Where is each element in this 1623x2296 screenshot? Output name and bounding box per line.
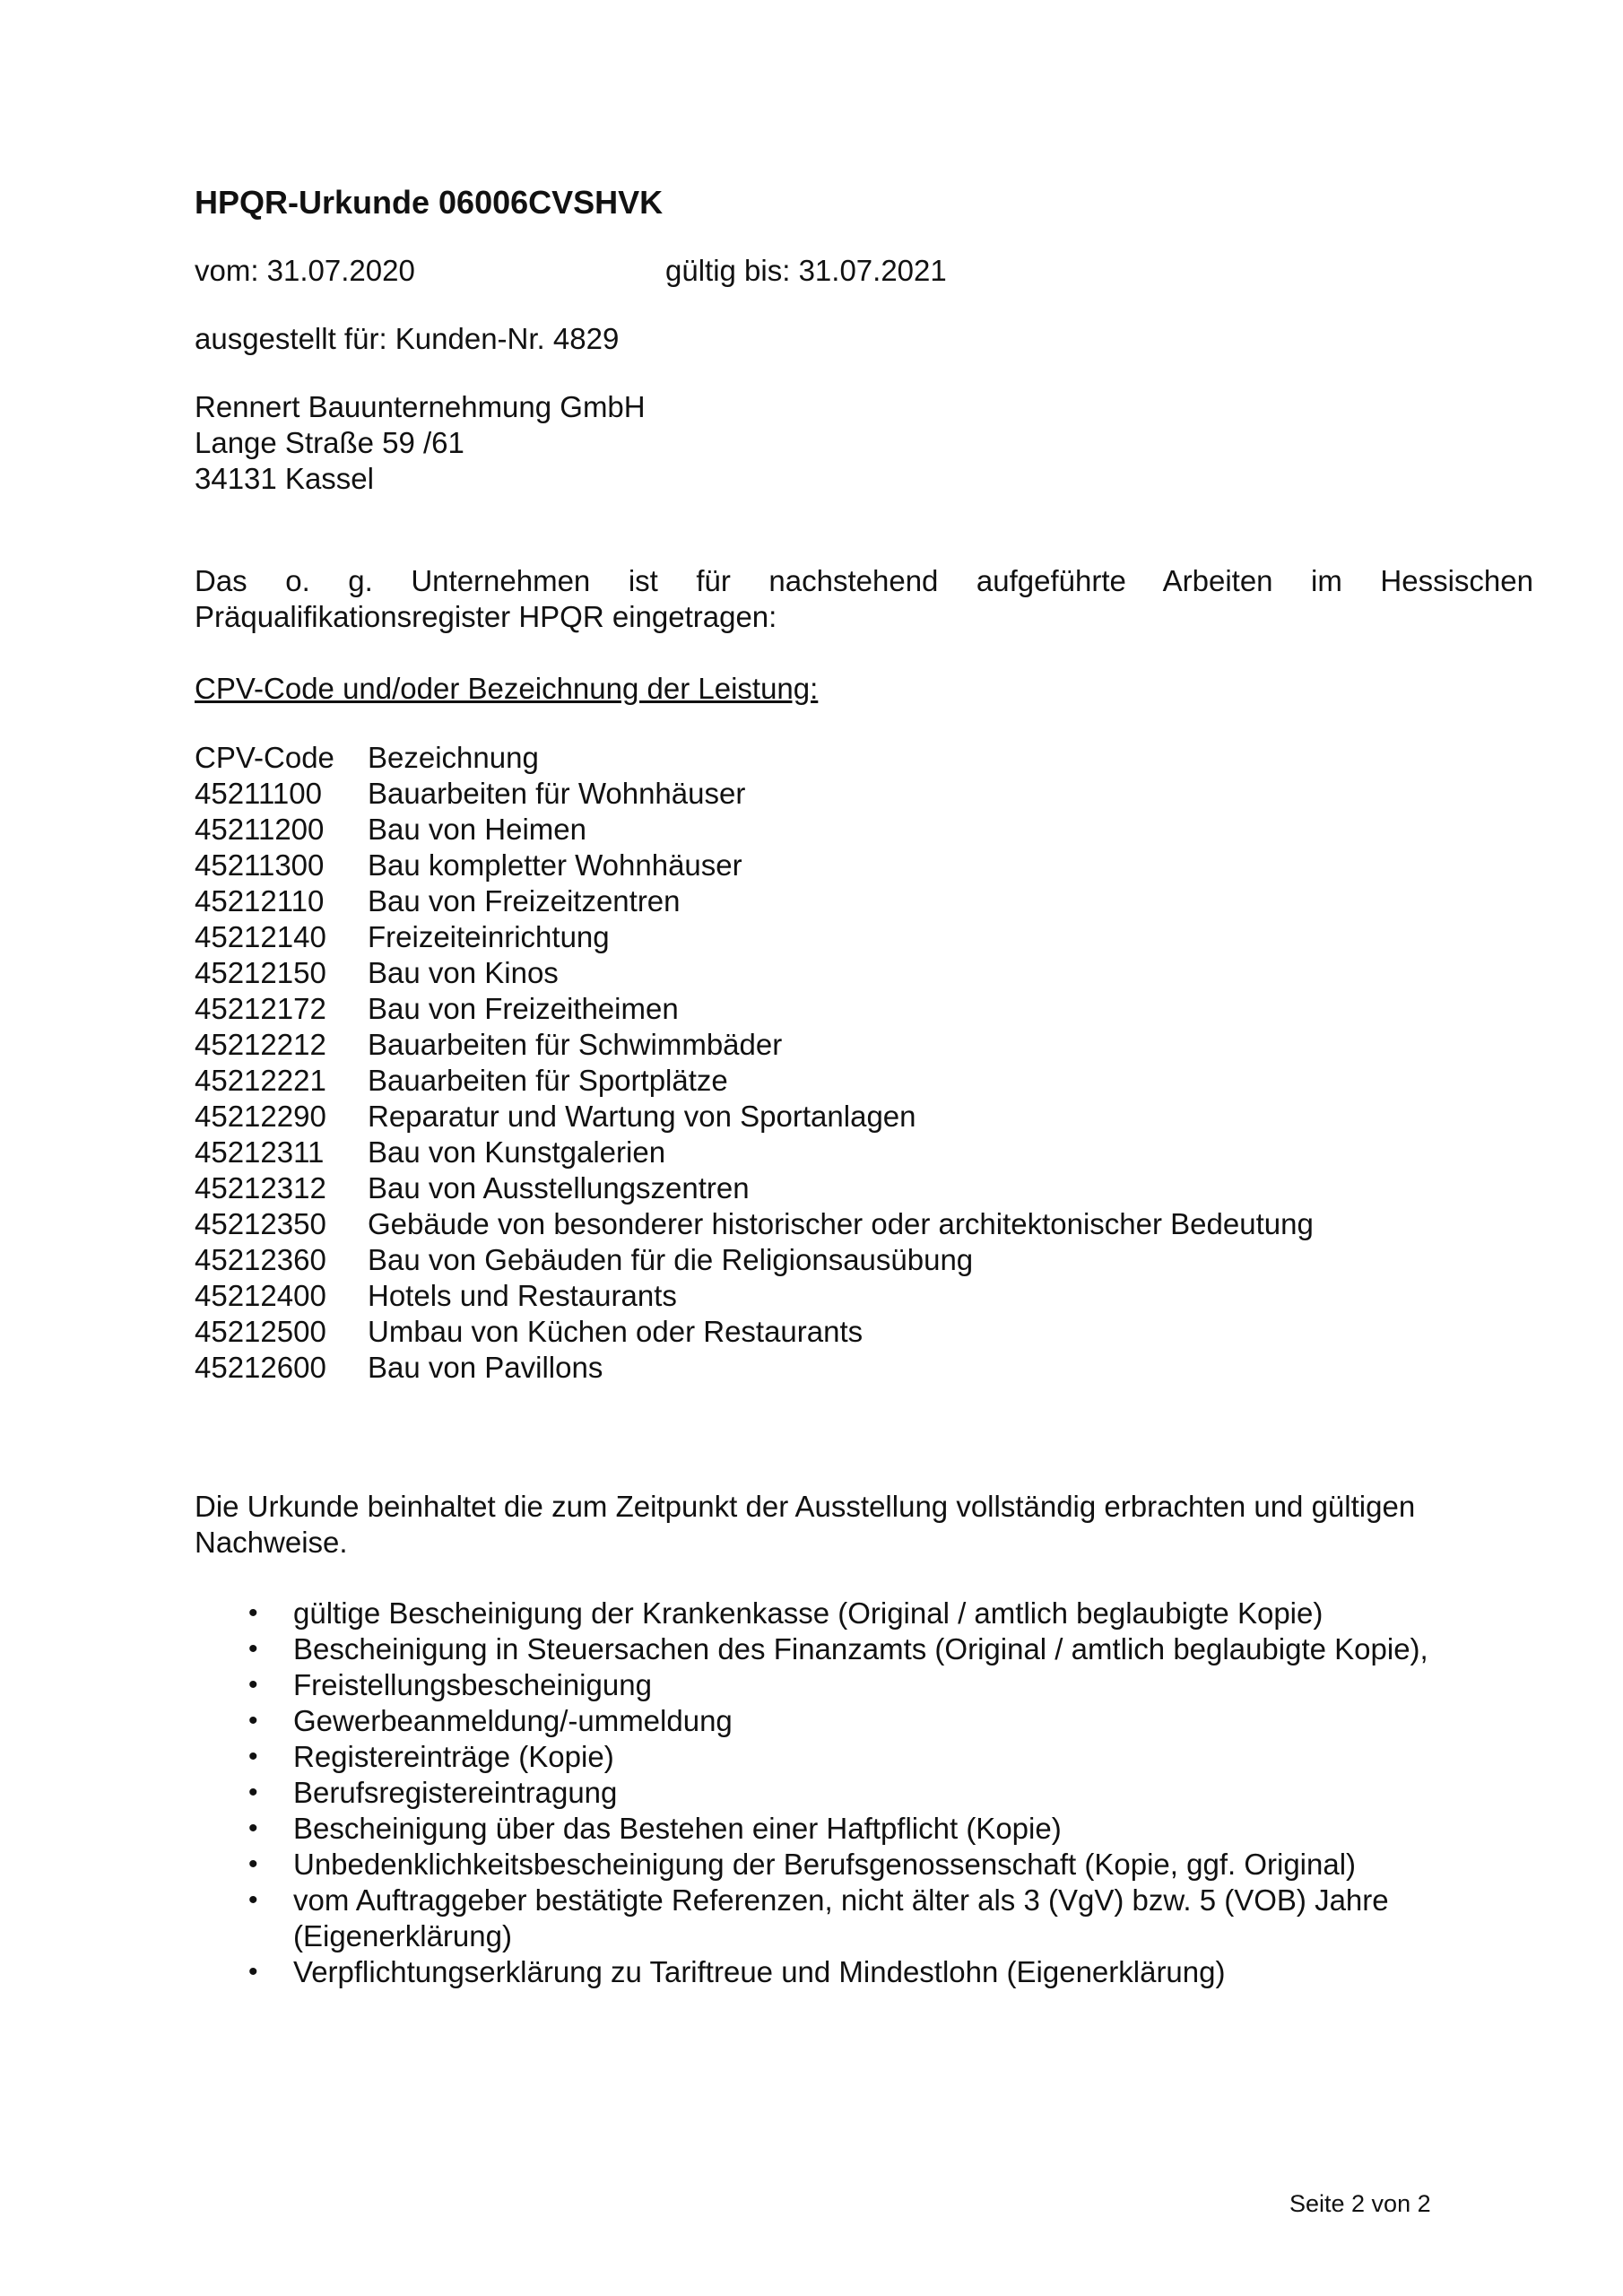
- cpv-row: [195, 776, 1314, 812]
- cpv-name: Freizeiteinrichtung: [368, 920, 610, 953]
- list-item: [195, 1811, 1533, 1847]
- cpv-code: 45212140: [195, 920, 326, 953]
- cpv-name: Bau von Freizeitheimen: [368, 992, 679, 1025]
- list-item-text: Verpflichtungserklärung zu Tariftreue und Mindestlohn (Eigenerklärung): [293, 1955, 1226, 1988]
- street: Lange Straße 59 /61: [195, 426, 464, 459]
- list-item: [195, 1596, 1533, 1631]
- cpv-heading: CPV-Code und/oder Bezeichnung der Leistung:: [195, 672, 819, 705]
- company-name: Rennert Bauunternehmung GmbH: [195, 390, 646, 423]
- cpv-code: 45212290: [195, 1100, 326, 1133]
- cpv-row: [195, 812, 1314, 848]
- cpv-row: [195, 1135, 1314, 1170]
- cpv-row: [195, 955, 1314, 991]
- list-item: [195, 1775, 1533, 1811]
- cpv-name: Bau von Gebäuden für die Religionsausübung: [368, 1243, 974, 1276]
- cpv-name: Bau von Pavillons: [368, 1351, 603, 1384]
- cpv-row: [195, 1099, 1314, 1135]
- cpv-header-name: Bezeichnung: [368, 741, 539, 774]
- bullet-icon: •: [248, 1706, 258, 1735]
- cpv-name: Gebäude von besonderer historischer oder architektonischer Bedeutung: [368, 1207, 1314, 1240]
- bullet-icon: •: [248, 1742, 258, 1771]
- list-item: [195, 1954, 1533, 1990]
- cpv-row: [195, 1027, 1314, 1063]
- urkunde-paragraph: Die Urkunde beinhaltet die zum Zeitpunkt der Ausstellung vollständig erbrachten und gültigen Nachweise.: [195, 1490, 1416, 1559]
- cpv-code: 45212221: [195, 1064, 326, 1097]
- address-block: [195, 389, 646, 497]
- issued-date: vom: 31.07.2020: [195, 254, 415, 287]
- bullet-icon: •: [248, 1885, 258, 1915]
- cpv-row: [195, 1314, 1314, 1350]
- list-item-text: Gewerbeanmeldung/-ummeldung: [293, 1704, 733, 1737]
- list-item: [195, 1631, 1533, 1667]
- list-item: [195, 1739, 1533, 1775]
- cpv-name: Bau von Kinos: [368, 956, 559, 989]
- page-number: Seite 2 von 2: [1289, 2190, 1431, 2217]
- cpv-row: [195, 991, 1314, 1027]
- cpv-code: 45212400: [195, 1279, 326, 1312]
- list-item-text: Registereinträge (Kopie): [293, 1740, 614, 1773]
- cpv-name: Umbau von Küchen oder Restaurants: [368, 1315, 864, 1348]
- cpv-row: [195, 1278, 1314, 1314]
- cpv-row: [195, 1350, 1314, 1386]
- cpv-code: 45211300: [195, 848, 325, 882]
- cpv-code: 45212600: [195, 1351, 326, 1384]
- list-item: [195, 1703, 1533, 1739]
- cpv-name: Bauarbeiten für Wohnhäuser: [368, 777, 746, 810]
- cpv-code: 45212350: [195, 1207, 326, 1240]
- cpv-code: 45212500: [195, 1315, 326, 1348]
- cpv-name: Bau von Ausstellungszentren: [368, 1171, 750, 1205]
- cpv-table-header: [195, 740, 1314, 776]
- cpv-header-code: CPV-Code: [195, 741, 334, 774]
- list-item: [195, 1667, 1533, 1703]
- cpv-row: [195, 919, 1314, 955]
- cpv-code: 45212312: [195, 1171, 326, 1205]
- cpv-code: 45212110: [195, 884, 325, 918]
- cpv-row: [195, 1170, 1314, 1206]
- bullet-icon: •: [248, 1634, 258, 1664]
- list-item-text: Unbedenklichkeitsbescheinigung der Berufsgenossenschaft (Kopie, ggf. Original): [293, 1848, 1357, 1881]
- cpv-name: Hotels und Restaurants: [368, 1279, 677, 1312]
- list-item-text: gültige Bescheinigung der Krankenkasse (Original / amtlich beglaubigte Kopie): [293, 1596, 1324, 1630]
- cpv-name: Reparatur und Wartung von Sportanlagen: [368, 1100, 916, 1133]
- intro-line-2: Präqualifikationsregister HPQR eingetragen:: [195, 600, 777, 633]
- bullet-icon: •: [248, 1598, 258, 1628]
- cpv-code: 45212150: [195, 956, 326, 989]
- list-item-text: Berufsregistereintragung: [293, 1776, 618, 1809]
- list-item-text: Bescheinigung in Steuersachen des Finanzamts (Original / amtlich beglaubigte Kopie),: [293, 1632, 1428, 1665]
- cpv-row: [195, 1063, 1314, 1099]
- list-item-text: Freistellungsbescheinigung: [293, 1668, 652, 1701]
- issued-for: ausgestellt für: Kunden-Nr. 4829: [195, 322, 620, 355]
- cpv-code: 45212212: [195, 1028, 326, 1061]
- list-item: [195, 1847, 1533, 1883]
- cpv-name: Bauarbeiten für Schwimmbäder: [368, 1028, 783, 1061]
- cpv-name: Bau von Kunstgalerien: [368, 1135, 666, 1169]
- list-item-text: vom Auftraggeber bestätigte Referenzen, nicht älter als 3 (VgV) bzw. 5 (VOB) Jahre (Eigenerklärung): [293, 1883, 1389, 1952]
- bullet-icon: •: [248, 1670, 258, 1700]
- list-item: [195, 1883, 1533, 1954]
- cpv-code: 45212172: [195, 992, 326, 1025]
- cpv-code: 45212360: [195, 1243, 326, 1276]
- list-item-text: Bescheinigung über das Bestehen einer Haftpflicht (Kopie): [293, 1812, 1062, 1845]
- cpv-table: [195, 740, 1314, 1386]
- cpv-name: Bau von Freizeitzentren: [368, 884, 681, 918]
- bullet-icon: •: [248, 1813, 258, 1843]
- bullet-icon: •: [248, 1778, 258, 1807]
- cpv-code: 45211200: [195, 813, 325, 846]
- cpv-row: [195, 1206, 1314, 1242]
- cpv-name: Bauarbeiten für Sportplätze: [368, 1064, 728, 1097]
- cpv-row: [195, 848, 1314, 883]
- certificate-title: HPQR-Urkunde 06006CVSHVK: [195, 184, 664, 221]
- valid-until-date: gültig bis: 31.07.2021: [665, 254, 947, 287]
- cpv-name: Bau kompletter Wohnhäuser: [368, 848, 742, 882]
- bullet-icon: •: [248, 1957, 258, 1987]
- documents-list: [195, 1596, 1533, 1990]
- cpv-code: 45212311: [195, 1135, 325, 1169]
- cpv-code: 45211100: [195, 777, 322, 810]
- intro-line-1: Das o. g. Unternehmen ist für nachstehend aufgeführte Arbeiten im Hessischen: [195, 564, 1533, 597]
- cpv-row: [195, 883, 1314, 919]
- city: 34131 Kassel: [195, 462, 374, 495]
- intro-paragraph: [195, 563, 1533, 635]
- bullet-icon: •: [248, 1849, 258, 1879]
- cpv-row: [195, 1242, 1314, 1278]
- cpv-name: Bau von Heimen: [368, 813, 586, 846]
